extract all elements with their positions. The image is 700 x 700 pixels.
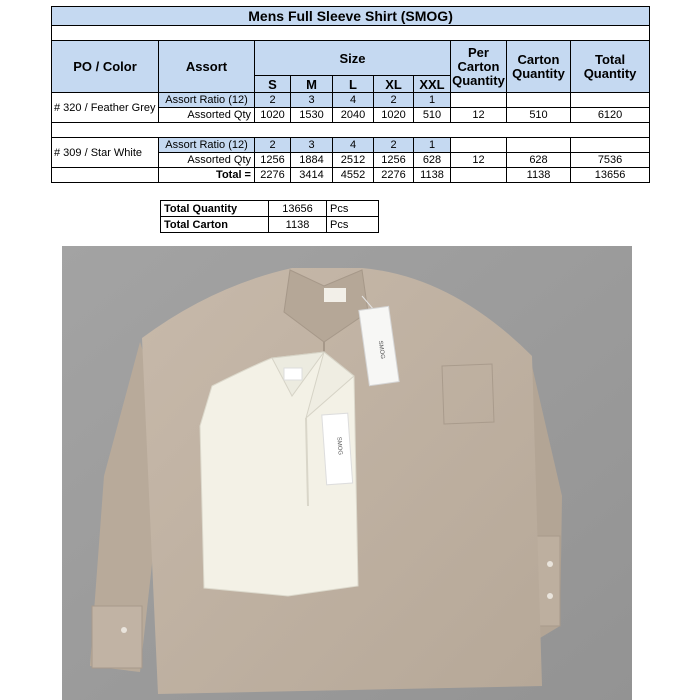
header-size-xxl: XXL (414, 76, 451, 93)
carton-qty-cell: 628 (507, 153, 571, 168)
ratio-cell: 1 (414, 93, 451, 108)
assort-label: Assorted Qty (159, 153, 255, 168)
qty-cell: 1020 (374, 108, 414, 123)
ratio-cell: 3 (291, 138, 333, 153)
empty-cell (52, 168, 159, 183)
header-size-s: S (255, 76, 291, 93)
summary-unit: Pcs (327, 201, 379, 217)
ratio-cell: 2 (374, 138, 414, 153)
summary-label: Total Carton (161, 217, 269, 233)
summary-unit: Pcs (327, 217, 379, 233)
summary-label: Total Quantity (161, 201, 269, 217)
po-color-cell: # 320 / Feather Grey (52, 93, 159, 123)
header-row (52, 41, 650, 76)
header-size-l: L (333, 76, 374, 93)
assort-label: Assort Ratio (12) (159, 138, 255, 153)
header-size-xl: XL (374, 76, 414, 93)
total-size-cell: 4552 (333, 168, 374, 183)
total-qty-cell: 6120 (571, 108, 650, 123)
qty-cell: 1020 (255, 108, 291, 123)
total-carton-cell: 1138 (507, 168, 571, 183)
empty-cell (451, 168, 507, 183)
summary-value: 1138 (269, 217, 327, 233)
table-title: Mens Full Sleeve Shirt (SMOG) (52, 7, 650, 26)
total-size-cell: 1138 (414, 168, 451, 183)
qty-cell: 628 (414, 153, 451, 168)
per-carton-cell: 12 (451, 153, 507, 168)
cuff-button (121, 627, 127, 633)
empty-cell (451, 138, 507, 153)
blank-row (52, 26, 650, 41)
empty-cell (571, 93, 650, 108)
ratio-cell: 2 (255, 138, 291, 153)
cuff-button (547, 593, 553, 599)
ratio-cell: 4 (333, 93, 374, 108)
header-total-quantity: Total Quantity (571, 41, 650, 93)
header-size: Size (255, 41, 451, 76)
empty-cell (507, 138, 571, 153)
qty-cell: 2040 (333, 108, 374, 123)
assort-label: Assorted Qty (159, 108, 255, 123)
carton-qty-cell: 510 (507, 108, 571, 123)
white-shirt-neck-label (284, 368, 302, 380)
qty-cell: 2512 (333, 153, 374, 168)
product-photo (62, 246, 632, 700)
grey-shirt-left-cuff (92, 606, 142, 668)
totals-row (52, 168, 650, 183)
table-row (52, 138, 650, 153)
header-assort: Assort (159, 41, 255, 93)
shirts-illustration (62, 246, 632, 700)
total-qty-cell: 7536 (571, 153, 650, 168)
ratio-cell: 4 (333, 138, 374, 153)
header-size-m: M (291, 76, 333, 93)
qty-cell: 1884 (291, 153, 333, 168)
summary-table (160, 200, 379, 233)
tag-brand-text: SMOG (376, 340, 386, 360)
empty-cell (451, 93, 507, 108)
qty-cell: 1256 (255, 153, 291, 168)
table-row (52, 93, 650, 108)
total-size-cell: 2276 (374, 168, 414, 183)
summary-row (161, 217, 379, 233)
total-size-cell: 3414 (291, 168, 333, 183)
cuff-button (547, 561, 553, 567)
summary-value: 13656 (269, 201, 327, 217)
qty-cell: 510 (414, 108, 451, 123)
ratio-cell: 1 (414, 138, 451, 153)
header-per-carton: Per Carton Quantity (451, 41, 507, 93)
title-row (52, 7, 650, 26)
size-breakdown-table (51, 6, 650, 183)
ratio-cell: 2 (374, 93, 414, 108)
per-carton-cell: 12 (451, 108, 507, 123)
empty-cell (507, 93, 571, 108)
spacer-row (52, 123, 650, 138)
totals-label: Total = (159, 168, 255, 183)
total-size-cell: 2276 (255, 168, 291, 183)
qty-cell: 1530 (291, 108, 333, 123)
header-po-color: PO / Color (52, 41, 159, 93)
po-color-cell: # 309 / Star White (52, 138, 159, 168)
summary-row (161, 201, 379, 217)
grand-total-cell: 13656 (571, 168, 650, 183)
assort-label: Assort Ratio (12) (159, 93, 255, 108)
ratio-cell: 3 (291, 93, 333, 108)
header-carton-quantity: Carton Quantity (507, 41, 571, 93)
tag-brand-text: SMOG (335, 436, 343, 456)
ratio-cell: 2 (255, 93, 291, 108)
grey-shirt-neck-label (324, 288, 346, 302)
qty-cell: 1256 (374, 153, 414, 168)
empty-cell (571, 138, 650, 153)
